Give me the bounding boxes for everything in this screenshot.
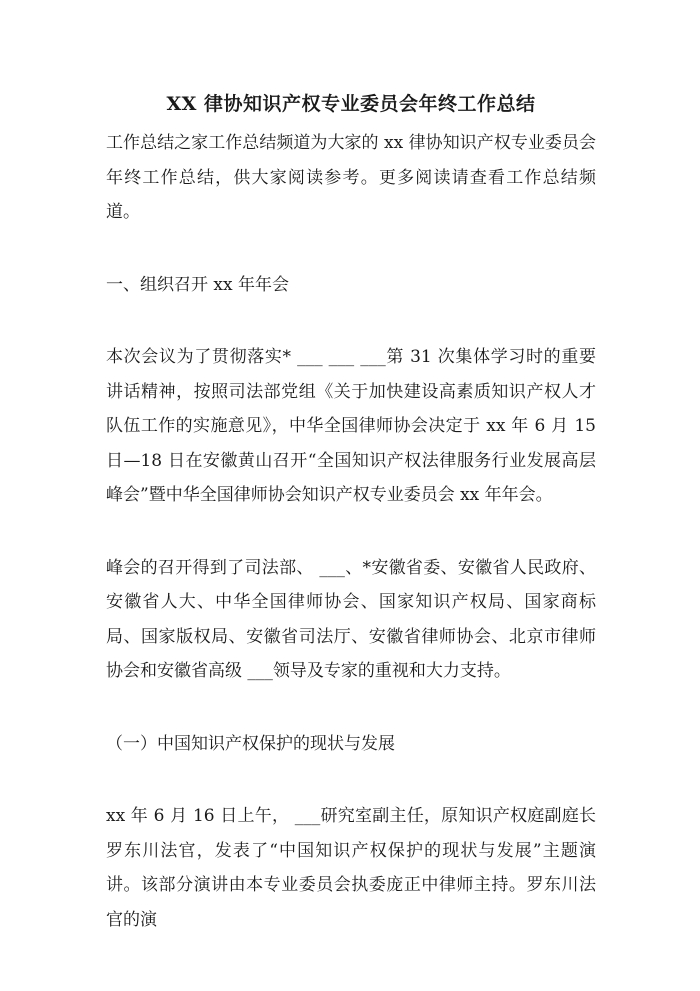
paragraph-meeting-purpose: 本次会议为了贯彻落实* ___ ___ ___第 31 次集体学习时的重要讲话精神，按照司法部党组《关于加快建设高素质知识产权人才队伍工作的实施意见》，中华全国律师协会决定于 xx 年 6 月 15 日—18 日在安徽黄山召开“全国知识产权法律服务行业发展高层峰会”暨中华全国律师协会知识产权专业委员会 xx 年年会。 [106,347,596,505]
document-title: XX 律协知识产权专业委员会年终工作总结 [166,93,536,115]
paragraph-keynote-speech: xx 年 6 月 16 日上午， ___研究室副主任，原知识产权庭副庭长罗东川法官，发表了“中国知识产权保护的现状与发展”主题演讲。该部分演讲由本专业委员会执委庞正中律师主持。罗东川法官的演 [106,806,596,930]
section-heading-annual-meeting: 一、组织召开 xx 年年会 [106,274,289,295]
paragraph-meeting-support: 峰会的召开得到了司法部、 ___、*安徽省委、安徽省人民政府、安徽省人大、中华全国律师协会、国家知识产权局、国家商标局、国家版权局、安徽省司法厅、安徽省律师协会、北京市律师协会和安徽省高级 ___领导及专家的重视和大力支持。 [106,557,596,681]
subsection-heading-ip-protection: （一）中国知识产权保护的现状与发展 [106,733,395,754]
intro-paragraph: 工作总结之家工作总结频道为大家的 xx 律协知识产权专业委员会年终工作总结，供大家阅读参考。更多阅读请查看工作总结频道。 [106,133,596,222]
